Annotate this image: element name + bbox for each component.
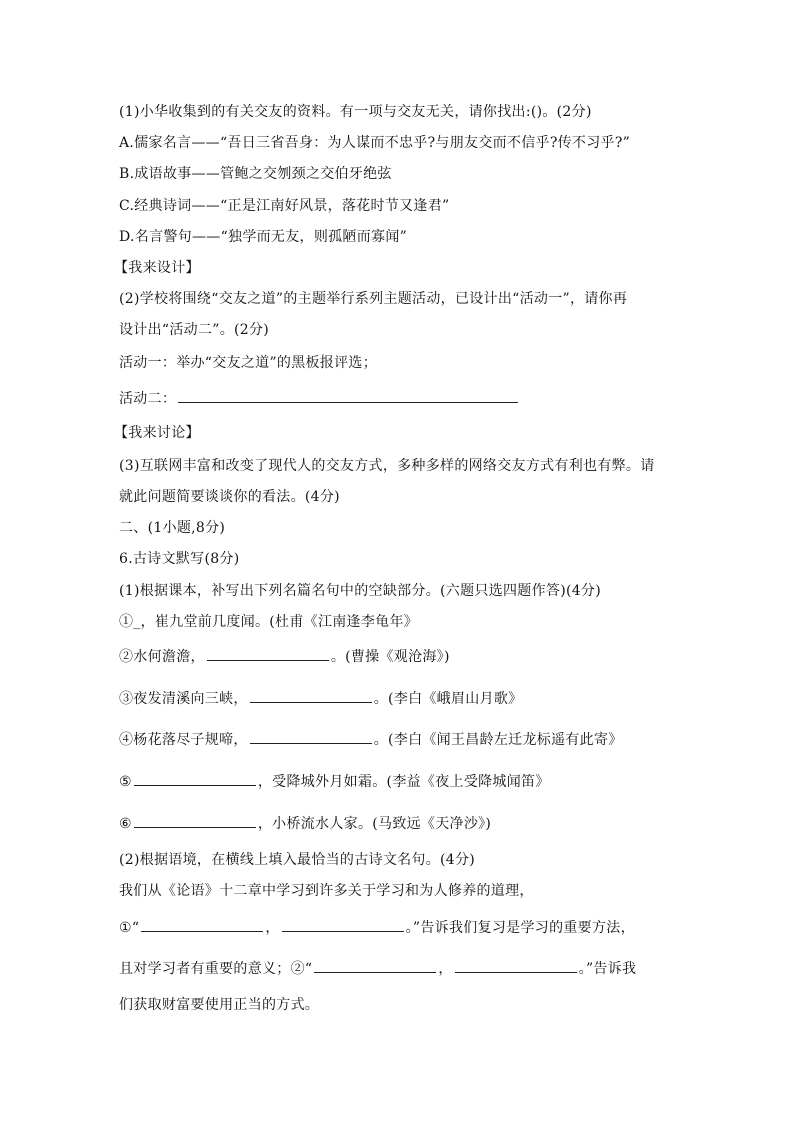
section-heading-discuss: 【我来讨论】 xyxy=(114,425,200,441)
poem-item-4 xyxy=(119,729,623,749)
quote-2-open: 且对学习者有重要的意义；②“ xyxy=(119,961,313,977)
q1-option-c: C.经典诗词——“正是江南好风景，落花时节又逢君” xyxy=(119,198,450,214)
context-blank-row-1 xyxy=(119,917,635,937)
poem-item-3 xyxy=(119,688,522,708)
poem-item-6 xyxy=(119,813,491,833)
quote-1-close: 。”告诉我们复习是学习的重要方法， xyxy=(405,920,635,936)
poem-item-2-prefix: ②水何澹澹， xyxy=(119,649,205,665)
poem-item-5-suffix: ，受降城外月如霜。(李益《夜上受降城闻笛》 xyxy=(257,774,550,790)
poem-item-4-prefix: ④杨花落尽子规啼， xyxy=(119,732,248,748)
activity-two-blank[interactable] xyxy=(178,388,518,403)
poem-item-2 xyxy=(119,646,450,666)
poem-item-3-prefix: ③夜发清溪向三峡， xyxy=(119,691,248,707)
q6-sub-1: (1)根据课本，补写出下列名篇名句中的空缺部分。(六题只选四题作答)(4分) xyxy=(119,583,601,599)
q6-sub-2: (2)根据语境，在横线上填入最恰当的古诗文名句。(4分) xyxy=(119,852,476,868)
quote-1-open: ①“ xyxy=(119,920,140,936)
poem-item-4-suffix: 。(李白《闻王昌龄左迁龙标遥有此寄》 xyxy=(373,732,623,748)
quote-1-separator: ， xyxy=(265,920,280,936)
poem-item-5-prefix: ⑤ xyxy=(119,774,132,790)
quote-2-close: 。”告诉我 xyxy=(578,961,637,977)
quote-1-blank-b[interactable] xyxy=(282,917,404,932)
activity-two-row xyxy=(119,388,520,408)
q1-stem: (1)小华收集到的有关交友的资料。有一项与交友无关，请你找出:()。(2分) xyxy=(119,104,592,120)
q3-line-2: 就此问题简要谈谈你的看法。(4分) xyxy=(119,489,340,505)
q1-option-b: B.成语故事——管鲍之交刎颈之交伯牙绝弦 xyxy=(119,166,392,182)
poem-item-6-blank[interactable] xyxy=(134,813,256,828)
quote-1-blank-a[interactable] xyxy=(141,917,263,932)
poem-item-2-suffix: 。(曹操《观沧海》) xyxy=(330,649,450,665)
poem-item-1: ①_，崔九堂前几度闻。(杜甫《江南逢李龟年》 xyxy=(119,614,419,630)
poem-item-6-prefix: ⑥ xyxy=(119,816,132,832)
quote-2-blank-b[interactable] xyxy=(455,958,577,973)
q2-line-2: 设计出“活动二”。(2分) xyxy=(119,322,270,338)
section-heading-design: 【我来设计】 xyxy=(114,260,200,276)
poem-item-6-suffix: ，小桥流水人家。(马致远《天净沙》) xyxy=(257,816,492,832)
poem-item-3-blank[interactable] xyxy=(250,688,372,703)
activity-two-label: 活动二： xyxy=(119,391,177,407)
q2-line-1: (2)学校将围绕“交友之道”的主题举行系列主题活动，已设计出“活动一”，请你再 xyxy=(119,291,628,307)
q3-line-1: (3)互联网丰富和改变了现代人的交友方式，多种多样的网络交友方式有利也有弊。请 xyxy=(119,458,655,474)
poem-item-2-blank[interactable] xyxy=(207,646,329,661)
poem-item-3-suffix: 。(李白《峨眉山月歌》 xyxy=(373,691,523,707)
q1-option-d: D.名言警句——“独学而无友，则孤陋而寡闻” xyxy=(119,229,408,245)
q1-option-a: A.儒家名言——“吾日三省吾身：为人谋而不忠乎?与朋友交而不信乎?传不习乎?” xyxy=(119,135,631,151)
poem-item-5-blank[interactable] xyxy=(134,771,256,786)
context-line: 我们从《论语》十二章中学习到许多关于学习和为人修养的道理， xyxy=(119,883,534,899)
quote-2-blank-a[interactable] xyxy=(314,958,436,973)
context-line-end: 们获取财富要使用正当的方式。 xyxy=(119,997,320,1013)
q6-title: 6.古诗文默写(8分) xyxy=(119,551,240,567)
context-blank-row-2 xyxy=(119,958,636,978)
poem-item-5 xyxy=(119,771,550,791)
activity-one: 活动一：举办“交友之道”的黑板报评选； xyxy=(119,355,378,371)
poem-item-4-blank[interactable] xyxy=(250,729,372,744)
part-two-header: 二、(1小题,8分) xyxy=(119,520,226,536)
quote-2-separator: ， xyxy=(438,961,453,977)
